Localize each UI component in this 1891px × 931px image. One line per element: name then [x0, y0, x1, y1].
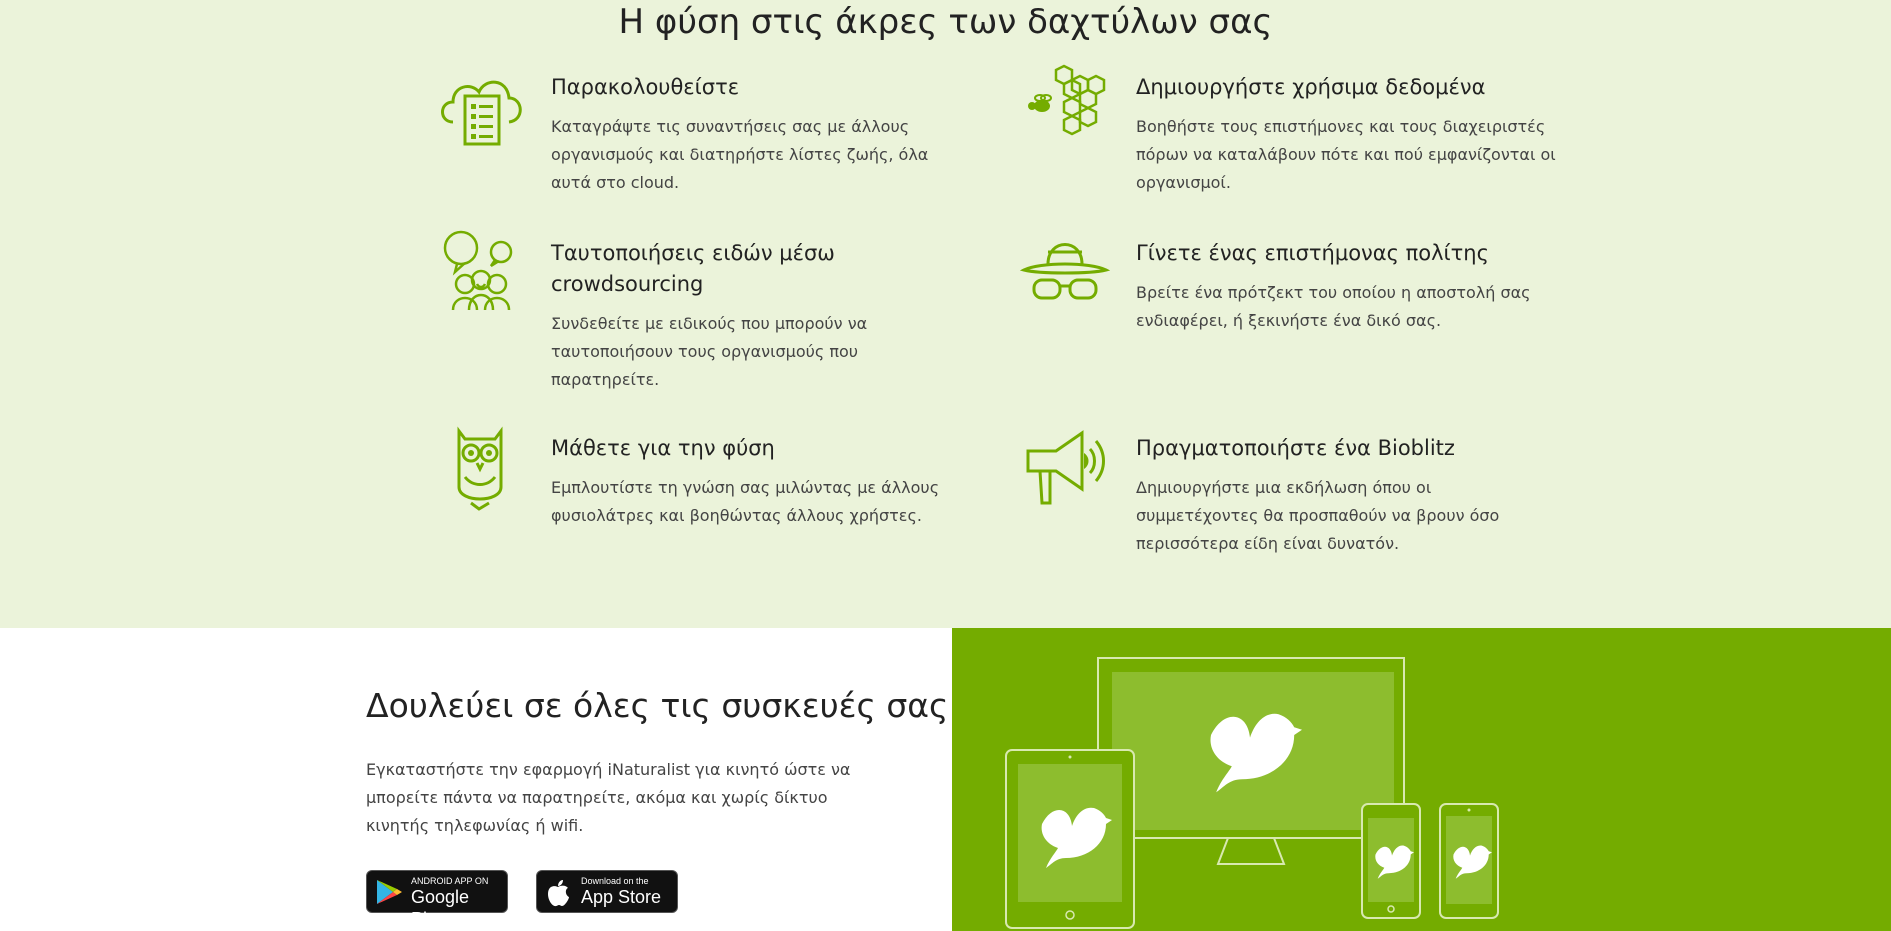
feature-citizen-scientist [1136, 238, 1556, 335]
devices-title: Δουλεύει σε όλες τις συσκευές σας [366, 686, 949, 725]
google-play-big: Google Play [411, 887, 470, 929]
google-play-button[interactable] [366, 870, 508, 929]
feature-track [551, 72, 971, 197]
feature-title: Δημιουργήστε χρήσιμα δεδομένα [1136, 75, 1486, 99]
feature-title: Ταυτοποιήσεις ειδών μέσω crowdsourcing [551, 241, 835, 296]
feature-crowdsourcing [551, 238, 971, 394]
features-title: Η φύση στις άκρες των δαχτύλων σας [618, 2, 1273, 42]
megaphone-icon [1020, 423, 1110, 513]
google-play-small: ANDROID APP ON [411, 876, 489, 886]
feature-learn [551, 433, 971, 530]
cloud-checklist-icon [435, 62, 525, 152]
app-store-small: Download on the [581, 876, 649, 886]
feature-title: Μάθετε για την φύση [551, 436, 775, 460]
feature-text: Βρείτε ένα πρότζεκτ του οποίου η αποστολή σας ενδιαφέρει, ή ξεκινήστε ένα δικό σας. [1136, 283, 1531, 330]
feature-text: Εμπλουτίστε τη γνώση σας μιλώντας με άλλους φυσιολάτρες και βοηθώντας άλλους χρήστες. [551, 478, 940, 525]
google-play-icon [375, 879, 403, 905]
feature-text: Δημιουργήστε μια εκδήλωση όπου οι συμμετέχοντες θα προσπαθούν να βρουν όσο περισσότερα είδη είναι δυνατόν. [1136, 478, 1500, 553]
feature-title: Παρακολουθείστε [551, 75, 740, 99]
devices-bird-illustration [952, 628, 1891, 931]
app-store-big: App Store [581, 887, 662, 907]
hat-glasses-icon [1020, 228, 1110, 318]
bee-honeycomb-icon [1020, 62, 1110, 152]
feature-text: Βοηθήστε τους επιστήμονες και τους διαχειριστές πόρων να καταλάβουν πότε και πού εμφανίζονται οι οργανισμοί. [1136, 117, 1556, 192]
feature-bioblitz [1136, 433, 1556, 558]
feature-title: Γίνετε ένας επιστήμονας πολίτης [1136, 241, 1489, 265]
crowd-speech-icon [435, 228, 525, 318]
feature-text: Καταγράψτε τις συναντήσεις σας με άλλους οργανισμούς και διατηρήστε λίστες ζωής, όλα αυτά στο cloud. [551, 117, 929, 192]
app-store-button[interactable] [536, 870, 678, 913]
feature-text: Συνδεθείτε με ειδικούς που μπορούν να ταυτοποιήσουν τους οργανισμούς που παρατηρείτε. [551, 314, 868, 389]
devices-text: Εγκαταστήστε την εφαρμογή iNaturalist για κινητό ώστε να μπορείτε πάντα να παρατηρείτε, ακόμα και χωρίς δίκτυο κινητής τηλεφωνίας ή wifi. [366, 760, 851, 835]
feature-title: Πραγματοποιήστε ένα Bioblitz [1136, 436, 1455, 460]
feature-data [1136, 72, 1556, 197]
owl-icon [435, 423, 525, 513]
devices-illustration-panel [952, 628, 1891, 931]
apple-icon [545, 879, 571, 907]
